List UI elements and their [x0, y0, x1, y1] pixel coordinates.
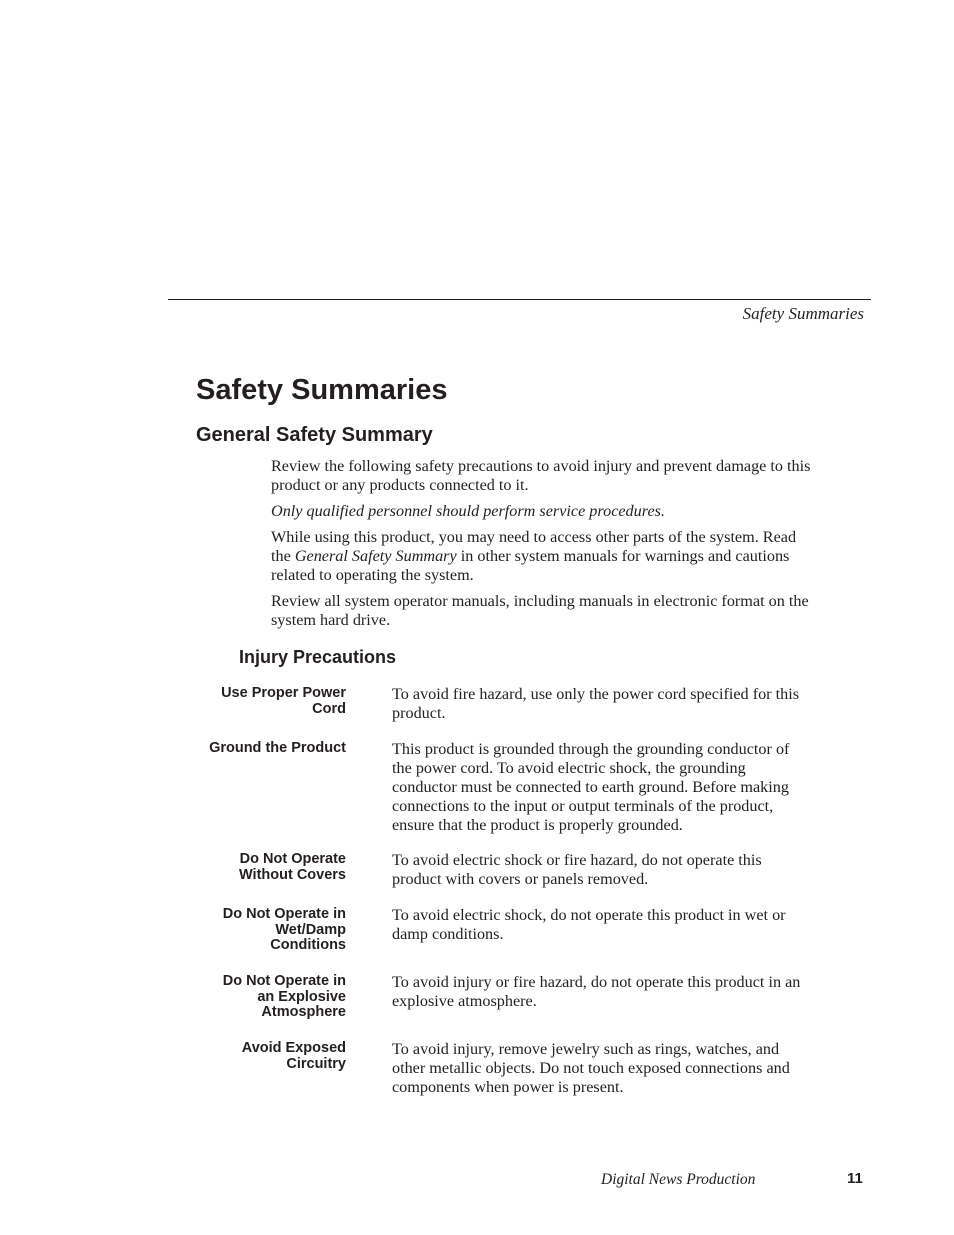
review-manuals-paragraph: Review all system operator manuals, including manuals in electronic format on the system hard drive.: [271, 592, 809, 629]
precaution-description: To avoid fire hazard, use only the power cord specified for this product.: [392, 685, 800, 722]
intro-paragraph: Review the following safety precautions to avoid injury and prevent damage to this product or any products connected to it.: [271, 457, 811, 494]
running-head: Safety Summaries: [742, 304, 864, 323]
header-rule: [168, 299, 871, 300]
paragraph-text-start: While using this product, you may need to access other parts of the system. Read the: [271, 528, 797, 565]
precaution-term: [176, 974, 346, 1021]
precaution-term: [176, 1041, 346, 1072]
other-parts-paragraph: [271, 528, 816, 585]
page-title: Safety Summaries: [196, 374, 448, 406]
manual-reference: General Safety Summary: [294, 547, 457, 565]
term-line: an Explosive: [257, 988, 346, 1005]
term-line: Do Not Operate in: [222, 973, 346, 989]
term-line: Without Covers: [238, 866, 346, 883]
precaution-term: [176, 907, 346, 954]
precaution-description: To avoid injury or fire hazard, do not operate this product in an explosive atmosphere.: [392, 973, 801, 1010]
term-line: Cord: [312, 700, 346, 717]
term-line: Atmosphere: [261, 1004, 346, 1020]
footer-title: Digital News Production: [601, 1171, 756, 1188]
term-line: Avoid Exposed: [241, 1040, 346, 1056]
precaution-term: [176, 686, 346, 717]
term-line: Conditions: [270, 937, 346, 953]
term-line: Ground the Product: [209, 740, 346, 756]
precaution-description: To avoid electric shock, do not operate this product in wet or damp conditions.: [392, 906, 786, 943]
precaution-description: To avoid injury, remove jewelry such as rings, watches, and other metallic objects. Do not touch exposed connections and components when power is present.: [392, 1040, 790, 1096]
term-line: Circuitry: [286, 1055, 346, 1072]
precaution-term: [176, 852, 346, 883]
page-number: 11: [847, 1170, 863, 1187]
section-heading: General Safety Summary: [196, 424, 433, 446]
precaution-description: This product is grounded through the grounding conductor of the power cord. To avoid electric shock, the grounding conductor must be connected to earth ground. Before making connections to the input or output terminals of the product, ensure that the product is properly grounded.: [392, 740, 790, 834]
paragraph-text-end: in other system manuals for warnings and cautions related to operating the system.: [271, 547, 790, 584]
injury-precautions-heading: Injury Precautions: [239, 647, 397, 667]
term-line: Use Proper Power: [221, 685, 346, 701]
precaution-description: To avoid electric shock or fire hazard, do not operate this product with covers or panels removed.: [392, 851, 762, 888]
term-line: Do Not Operate in: [222, 906, 346, 922]
term-line: Wet/Damp: [275, 921, 346, 938]
term-line: Do Not Operate: [239, 851, 346, 867]
precaution-term: [176, 741, 346, 757]
qualified-personnel-note: Only qualified personnel should perform service procedures.: [271, 502, 665, 520]
